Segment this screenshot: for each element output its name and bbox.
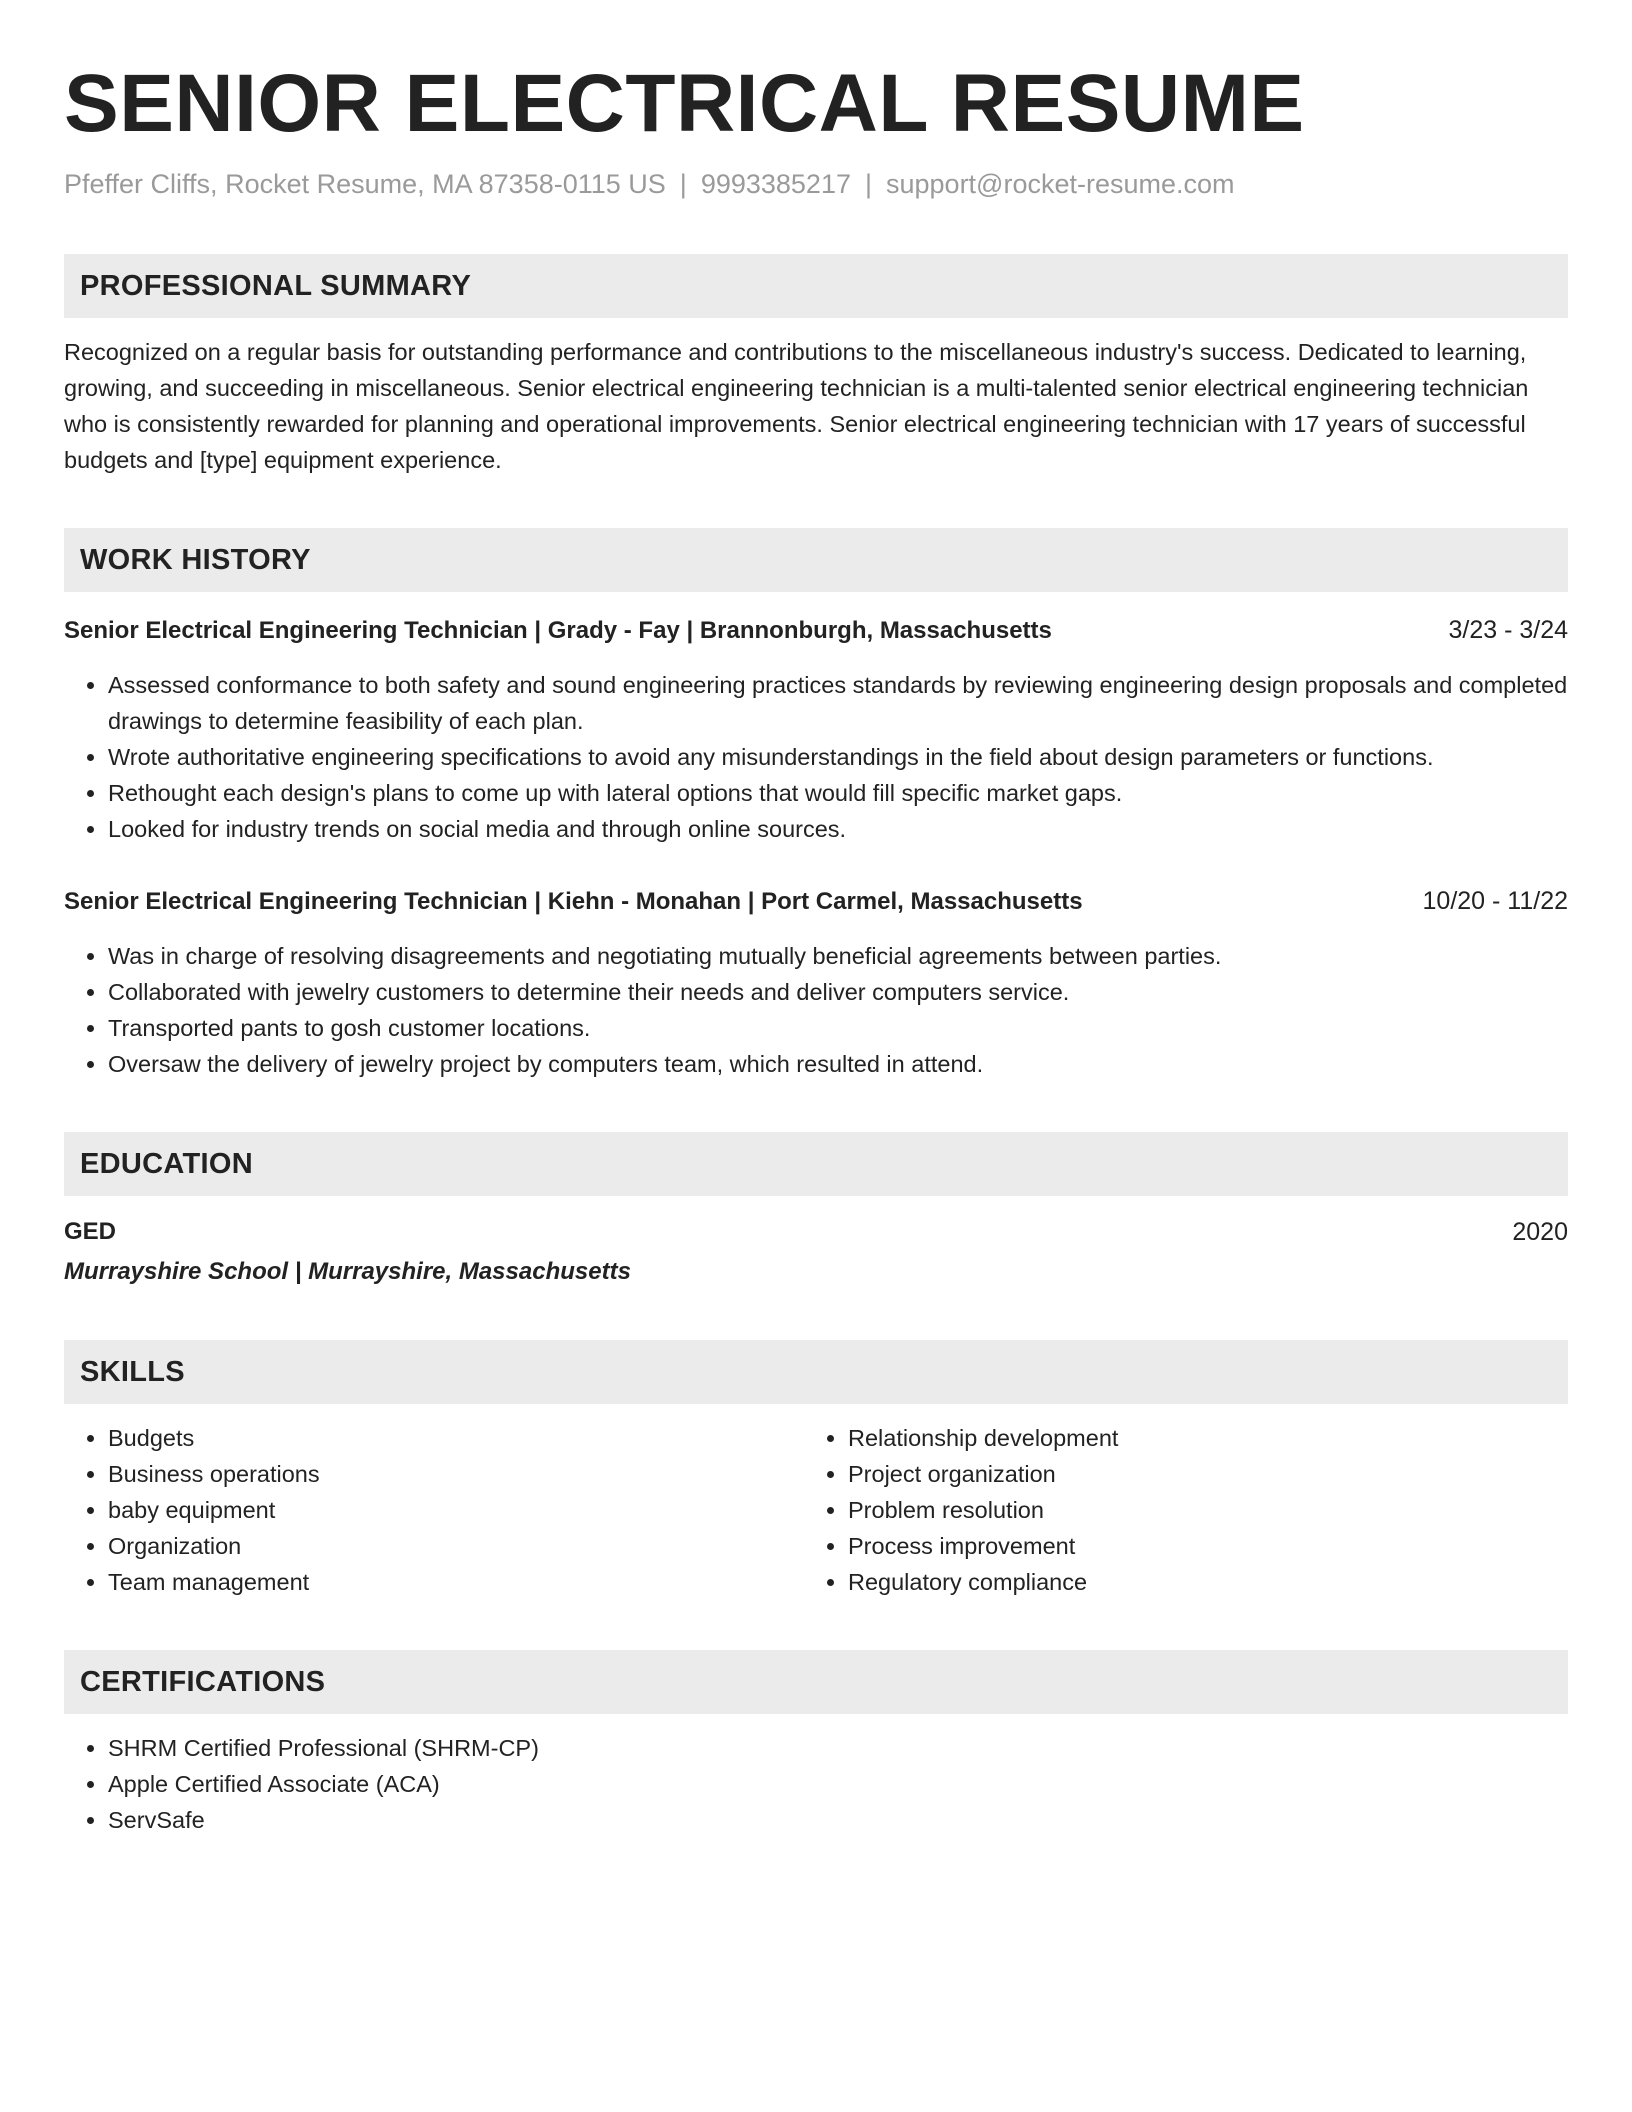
job-bullet: • Transported pants to gosh customer locations. (108, 1010, 1568, 1046)
skill-item: • baby equipment (108, 1492, 804, 1528)
job-title-line: Senior Electrical Engineering Technician | Grady - Fay | Brannonburgh, Massachusetts (64, 617, 1052, 644)
job-bullets (64, 938, 1568, 1082)
skills-list (64, 1420, 804, 1600)
skill-item: • Process improvement (848, 1528, 1544, 1564)
contact-separator: | (679, 169, 687, 199)
job-dates: 3/23 - 3/24 (1448, 616, 1568, 644)
education-school: Murrayshire School | Murrayshire, Massachusetts (64, 1258, 631, 1285)
contact-separator: | (864, 169, 872, 199)
section-header-work-history: WORK HISTORY (64, 528, 1568, 592)
job-bullet: • Oversaw the delivery of jewelry project by computers team, which resulted in attend. (108, 1046, 1568, 1082)
job-entry (64, 883, 1568, 1082)
job-header (64, 612, 1568, 649)
contact-line (64, 166, 1568, 202)
skill-item: • Relationship development (848, 1420, 1544, 1456)
section-header-summary: PROFESSIONAL SUMMARY (64, 254, 1568, 318)
job-dates: 10/20 - 11/22 (1422, 887, 1568, 915)
certification-item: • ServSafe (108, 1802, 1568, 1838)
skill-item: • Project organization (848, 1456, 1544, 1492)
skill-item: • Budgets (108, 1420, 804, 1456)
education-degree: GED (64, 1218, 117, 1245)
resume-title: SENIOR ELECTRICAL RESUME (64, 58, 1305, 149)
skill-item: • Problem resolution (848, 1492, 1544, 1528)
job-header (64, 883, 1568, 920)
skills-grid (64, 1420, 1568, 1600)
skill-item: • Regulatory compliance (848, 1564, 1544, 1600)
job-bullet: • Assessed conformance to both safety and sound engineering practices standards by reviewing engineering design proposals and completed drawings to determine feasibility of each plan. (108, 667, 1568, 739)
certifications-block (64, 1730, 1568, 1838)
skills-column-left (64, 1420, 804, 1600)
summary-text: Recognized on a regular basis for outstanding performance and contributions to the miscellaneous industry's success. Dedicated to learning, growing, and succeeding in miscellaneous. Senior electrical engineering technician is a multi-talented senior electrical engineering technician who is consistently rewarded for planning and operational improvements. Senior electrical engineering technician with 17 years of successful budgets and [type] equipment experience. (64, 339, 1529, 473)
certification-item: • Apple Certified Associate (ACA) (108, 1766, 1568, 1802)
contact-email: support@rocket-resume.com (886, 169, 1235, 199)
job-bullet: • Collaborated with jewelry customers to determine their needs and deliver computers service. (108, 974, 1568, 1010)
job-bullets (64, 667, 1568, 847)
education-entry (64, 1214, 1568, 1290)
job-bullet: • Was in charge of resolving disagreements and negotiating mutually beneficial agreements between parties. (108, 938, 1568, 974)
job-bullet: • Rethought each design's plans to come up with lateral options that would fill specific market gaps. (108, 775, 1568, 811)
job-bullet: • Wrote authoritative engineering specifications to avoid any misunderstandings in the field about design parameters or functions. (108, 739, 1568, 775)
job-entry (64, 612, 1568, 847)
job-title-line: Senior Electrical Engineering Technician | Kiehn - Monahan | Port Carmel, Massachusetts (64, 888, 1083, 915)
skill-item: • Business operations (108, 1456, 804, 1492)
section-header-education: EDUCATION (64, 1132, 1568, 1196)
section-header-skills: SKILLS (64, 1340, 1568, 1404)
skill-item: • Organization (108, 1528, 804, 1564)
contact-phone: 9993385217 (700, 169, 851, 199)
skill-item: • Team management (108, 1564, 804, 1600)
certification-item: • SHRM Certified Professional (SHRM-CP) (108, 1730, 1568, 1766)
job-bullet: • Looked for industry trends on social media and through online sources. (108, 811, 1568, 847)
skills-list (804, 1420, 1544, 1600)
education-year: 2020 (1512, 1218, 1568, 1246)
education-header (64, 1214, 1568, 1250)
certifications-list (64, 1730, 1568, 1838)
resume-page (64, 56, 1568, 1838)
contact-address: Pfeffer Cliffs, Rocket Resume, MA 87358-0115 US (64, 169, 666, 199)
skills-column-right (804, 1420, 1544, 1600)
section-header-certifications: CERTIFICATIONS (64, 1650, 1568, 1714)
